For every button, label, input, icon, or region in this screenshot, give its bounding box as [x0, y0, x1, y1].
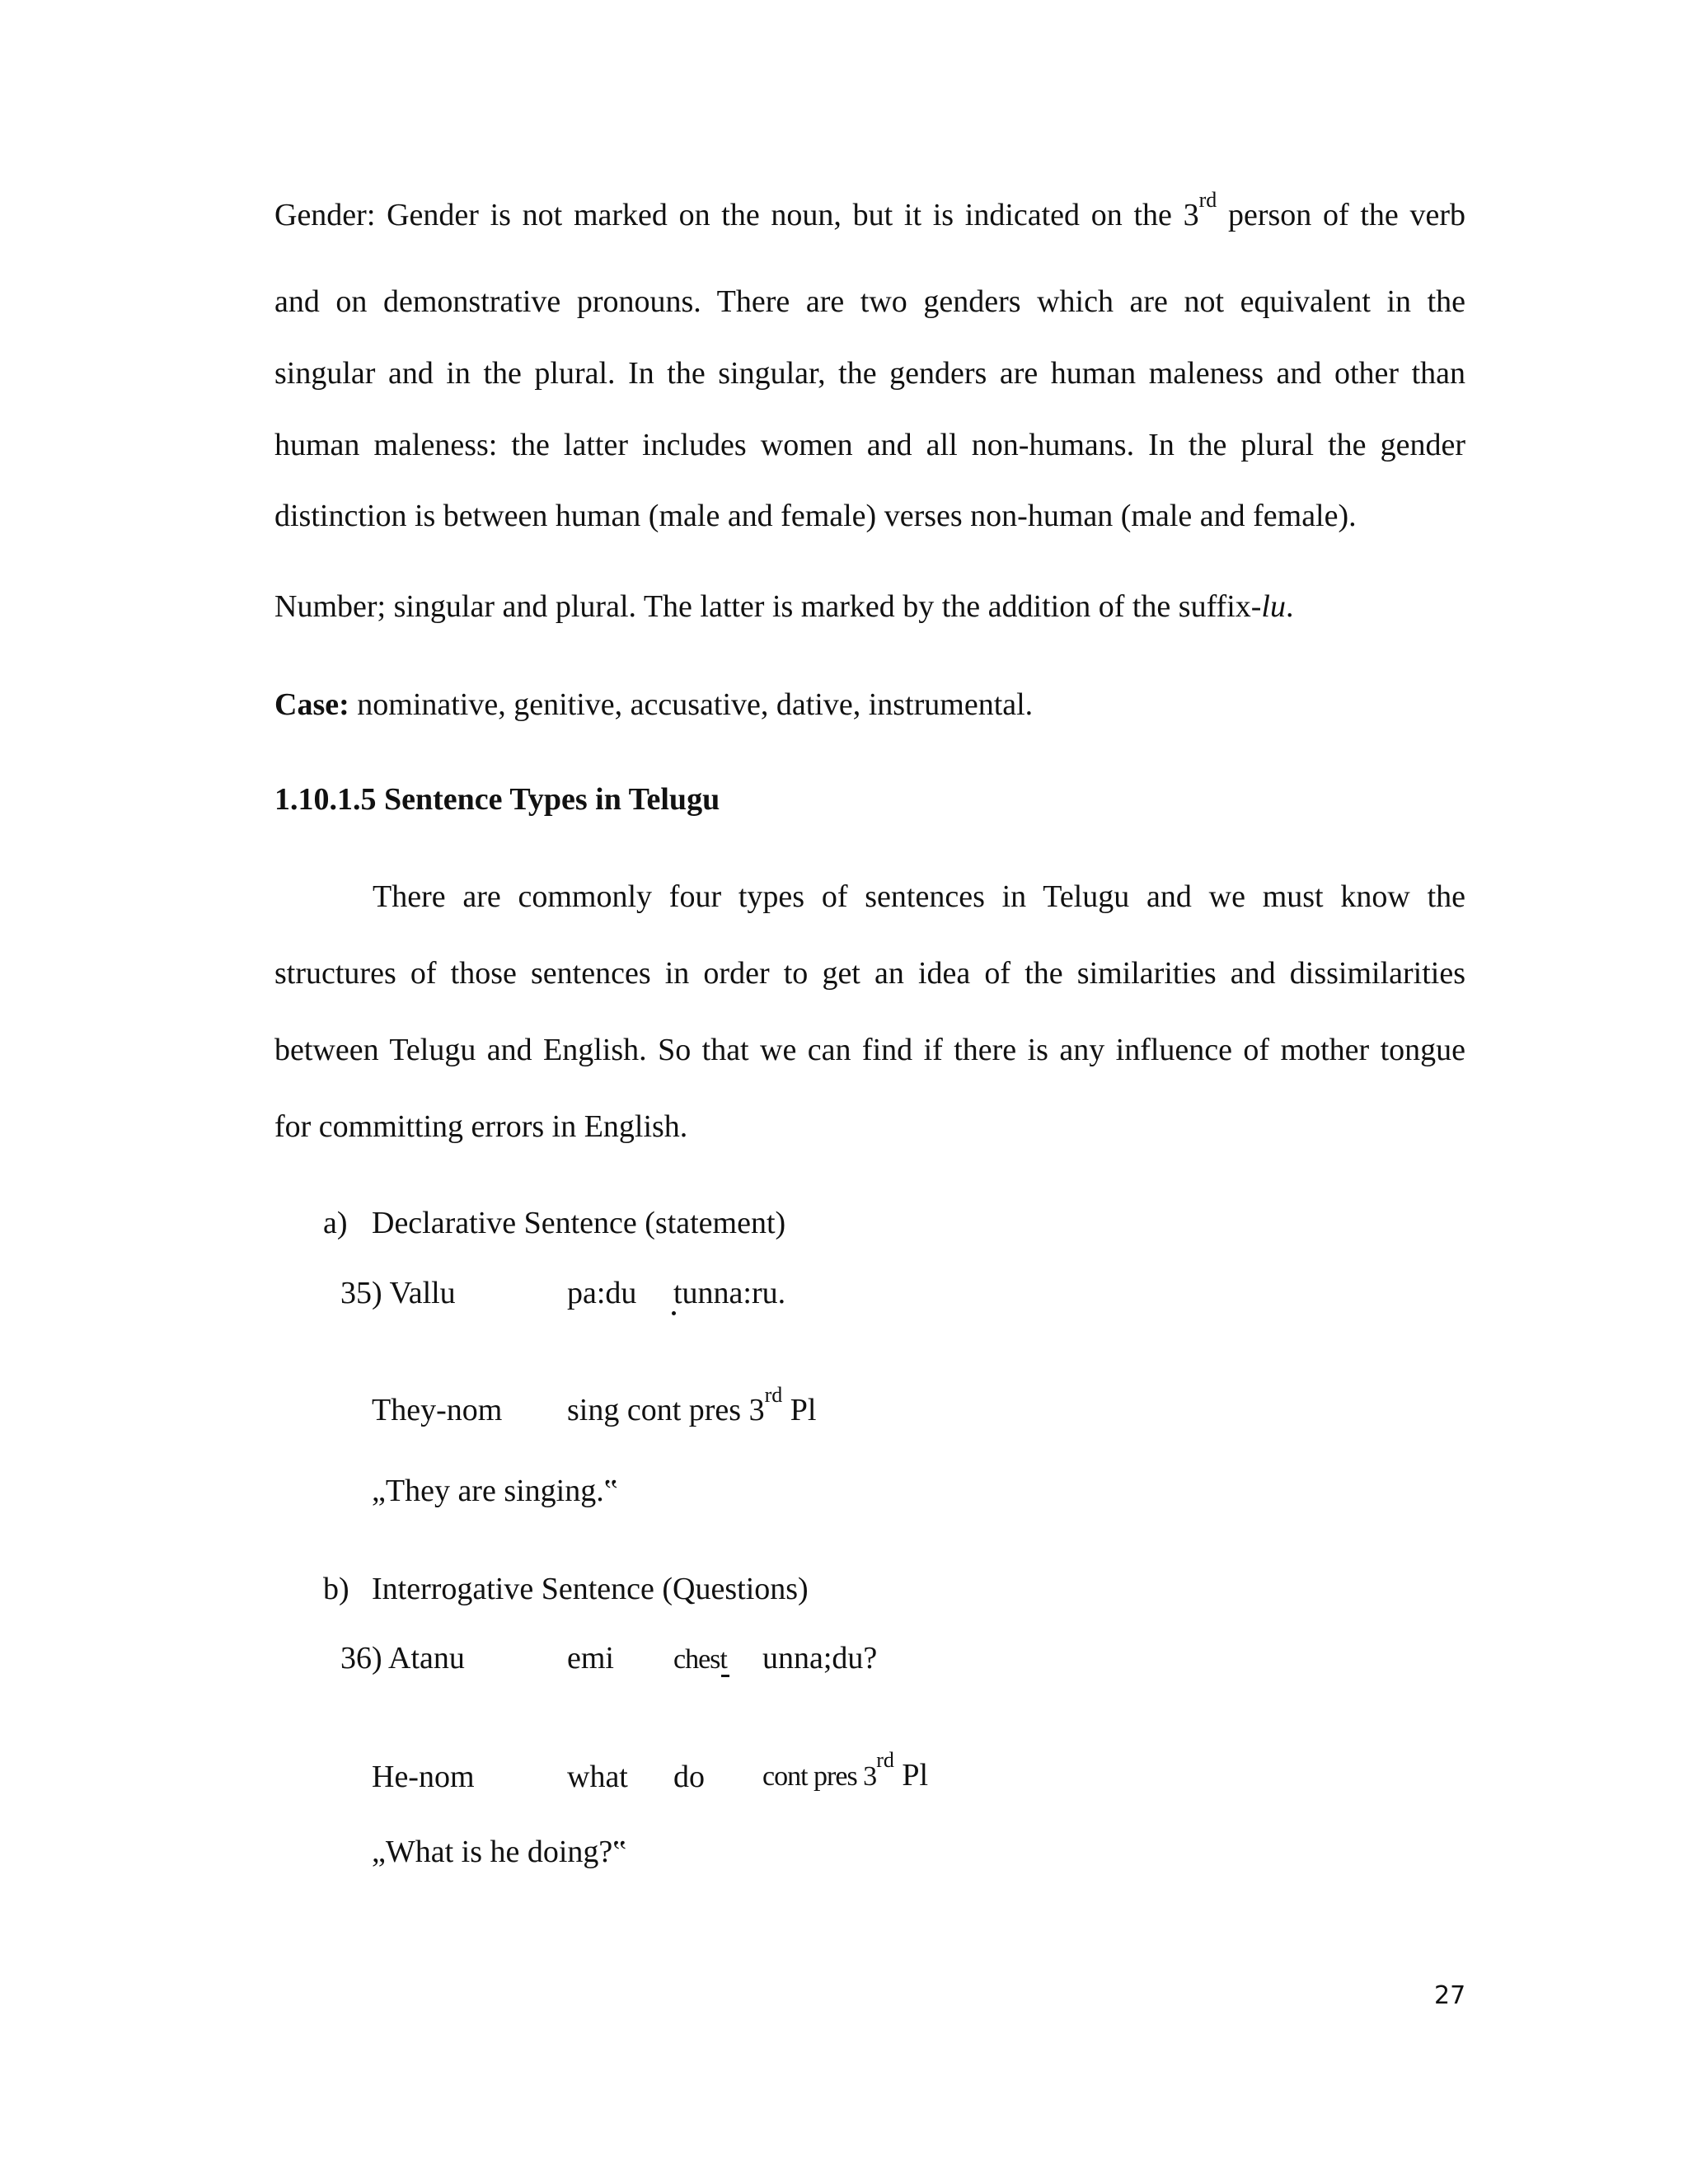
gender-line-5: distinction is between human (male and female) verses non-human (male and female). — [274, 499, 1357, 533]
macron-mark — [721, 1675, 729, 1677]
example-a-gloss-2-text: sing cont pres 3 — [567, 1393, 765, 1427]
example-b-gloss-4-end: Pl — [893, 1758, 929, 1793]
example-b-gloss-2: what — [567, 1760, 628, 1794]
example-a-word-3: tunna:ru. — [673, 1276, 786, 1310]
superscript-rd: rd — [764, 1383, 783, 1407]
example-b-gloss-4 — [762, 1748, 929, 1797]
case-line — [274, 686, 1033, 724]
number-line-text: Number; singular and plural. The latter is marked by the addition of the suffix- — [274, 589, 1262, 624]
example-b-gloss-4-text: cont pres 3 — [762, 1761, 877, 1792]
gender-line-4: human maleness: the latter includes women and all non-humans. In the plural the gender — [274, 428, 1465, 462]
number-line — [274, 588, 1293, 626]
example-a-number: 35) Vallu — [340, 1276, 456, 1310]
suffix-lu: lu — [1261, 589, 1286, 624]
gender-line-1 — [274, 188, 1465, 237]
number-line-end: . — [1285, 589, 1294, 624]
example-b-number: 36) Atanu — [340, 1641, 465, 1675]
types-line-2: structures of those sentences in order to get an idea of the similarities and dissimilarities — [274, 956, 1465, 991]
example-b-title: Interrogative Sentence (Questions) — [372, 1572, 809, 1606]
page-number: 27 — [1434, 1981, 1466, 2010]
types-line-1: There are commonly four types of sentences in Telugu and we must know the — [373, 879, 1465, 914]
example-a-translation: „They are singing.‟ — [372, 1474, 618, 1508]
example-a-title: Declarative Sentence (statement) — [372, 1206, 786, 1240]
superscript-rd: rd — [1198, 188, 1217, 212]
gender-line-3: singular and in the plural. In the singular, the genders are human maleness and other than — [274, 356, 1465, 391]
section-heading: 1.10.1.5 Sentence Types in Telugu — [274, 782, 720, 817]
case-text: nominative, genitive, accusative, dative, instrumental. — [349, 687, 1034, 722]
retroflex-dot-mark — [672, 1311, 676, 1315]
example-a-gloss-2-end: Pl — [782, 1393, 817, 1427]
example-b-word-4: unna;du? — [762, 1641, 878, 1675]
example-b-translation: „What is he doing?‟ — [372, 1835, 627, 1869]
gender-line-1-text: Gender: Gender is not marked on the noun, but it is indicated on the 3 — [274, 198, 1199, 232]
case-label: Case: — [274, 687, 349, 722]
example-a-word-2: pa:du — [567, 1276, 637, 1310]
example-b-word-3: chest — [673, 1644, 727, 1675]
example-b-gloss-3: do — [673, 1760, 705, 1794]
gender-line-2: and on demonstrative pronouns. There are two genders which are not equivalent in the — [274, 284, 1465, 319]
types-line-3: between Telugu and English. So that we can find if there is any influence of mother tongue — [274, 1033, 1465, 1067]
gender-line-1-end: person of the verb — [1217, 198, 1465, 232]
superscript-rd: rd — [876, 1748, 894, 1772]
example-a-gloss-1: They-nom — [372, 1393, 503, 1427]
example-b-marker: b) — [323, 1572, 349, 1606]
example-b-gloss-1: He-nom — [372, 1760, 475, 1794]
example-b-word-2: emi — [567, 1641, 614, 1675]
types-line-4: for committing errors in English. — [274, 1109, 688, 1144]
example-a-gloss-2 — [567, 1383, 817, 1432]
example-a-marker: a) — [323, 1206, 348, 1240]
